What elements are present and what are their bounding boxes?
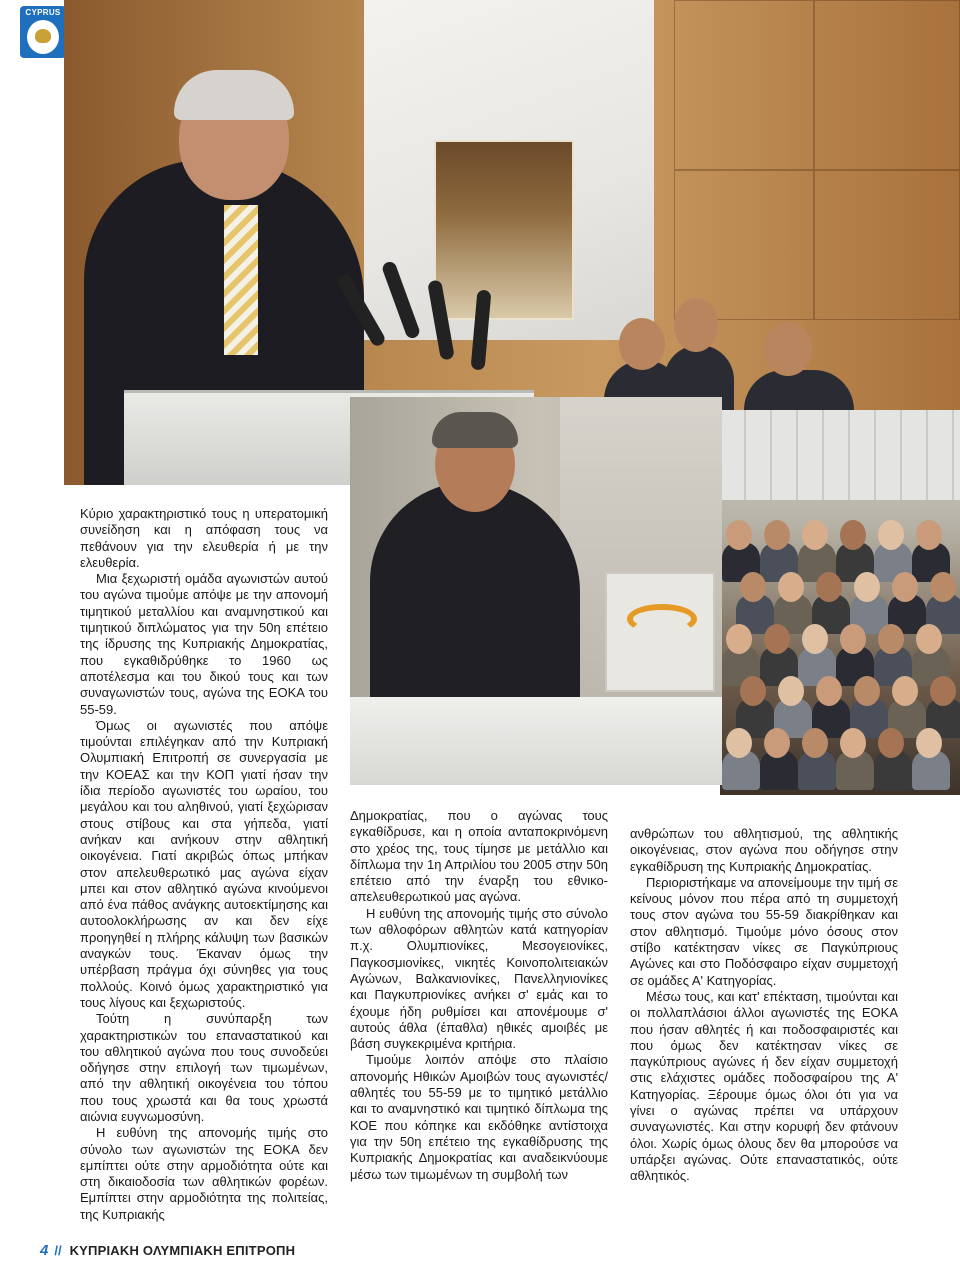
audience-head <box>916 728 942 758</box>
article-paragraph: ανθρώπων του αθλητισμού, της αθλητικής οικογένειας, στον αγώνα που οδήγησε στην εγκαθίδρυση της Κυπριακής Δημοκρατίας. <box>630 826 898 874</box>
article-paragraph: Τιμούμε λοιπόν απόψε στο πλαίσιο απονομής Ηθικών Αμοιβών τους αγωνιστές/αθλητές του 55-59 με το τιμητικό μετάλλιο και το αναμνηστικό και τιμητικό δίπλωμα της ΚΟΕ που κόπηκε και εκδόθηκε αντίστοιχα για την 50η επέτειο της εγκαθίδρυσης της Κυπριακής Δημοκρατίας και αναδεικνύουμε μέσω των τιμωμένων τη συμβολή των <box>350 1052 608 1182</box>
podium <box>350 697 722 785</box>
speaker-figure <box>370 482 580 722</box>
audience-head <box>854 572 880 602</box>
article-paragraph: Κύριο χαρακτηριστικό τους η υπερατομική συνείδηση και η απόφαση τους να πεθάνουν για την ελευθερία ή με την ελευθερία. <box>80 506 328 570</box>
article-paragraph: Περιοριστήκαμε να απονείμουμε την τιμή σε κείνους μόνον που πέρα από τη συμμετοχή τους στον αγώνα του 55-59 διακρίθηκαν και στον αθλητισμό. Τιμούμε μόνο όσους στον στίβο κατέκτησαν νίκες σε Παγκύπριους Αγώνες και στο Ποδόσφαιρο είχαν συμμετοχή σε ομάδες Α' Κατηγορίας. <box>630 874 898 988</box>
article-paragraph: Δημοκρατίας, που ο αγώνας τους εγκαθίδρυσε, και η οποία ανταποκρινόμενη στο χρέος της, τους τίμησε με μετάλλιο και δίπλωμα την 1η Απριλίου του 2005 στην 50η επέτειο από την έναρξη του εθνικο-απελευθερωτικού μας αγώνα. <box>350 808 608 905</box>
audience-head <box>802 624 828 654</box>
audience-head <box>778 676 804 706</box>
cyprus-olympic-logo <box>20 6 66 58</box>
podium-sign <box>605 572 715 692</box>
article-paragraph: Η ευθύνη της απονομής τιμής στο σύνολο των αθλοφόρων αθλητών κατά κατηγορίαν π.χ. Ολυμπιονίκες, Μεσογειονίκες, Παγκοσμιονίκες, νικητές Κοινοπολιτειακών Αγώνων, Βαλκανιονίκες, Πανελληνιονίκες και Παγκυπριονίκες ανήκει σ' εμάς και το έχουμε ήδη ρυθμίσει και απονέμουμε σ' αυτούς άθλα (έπαθλα) ηθικές αμοιβές με βάση συγκεκριμένα κριτήρια. <box>350 905 608 1052</box>
audience-photo <box>720 410 960 795</box>
wall-panel <box>814 170 960 320</box>
audience-head <box>764 728 790 758</box>
audience-head <box>740 572 766 602</box>
audience-head <box>878 520 904 550</box>
panelist-head <box>619 318 665 370</box>
audience-head <box>854 676 880 706</box>
panelist-head <box>674 298 718 352</box>
article-paragraph: Μια ξεχωριστή ομάδα αγωνιστών αυτού του αγώνα τιμούμε απόψε με την απονομή τιμητικού μεταλλίου και αναμνηστικού και τιμητικού διπλώματος για την 50η επέτειο της ίδρυσης της Κυπριακής Δημοκρατίας, που εγκαθιδρύθηκε το 1960 ως αποτέλεσμα και του δικού τους και των συναγωνιστών τους, αγώνα της ΕΟΚΑ του 55-59. <box>80 571 328 717</box>
audience-head <box>916 624 942 654</box>
logo-wordmark: CYPRUS <box>25 8 61 17</box>
audience-head <box>892 572 918 602</box>
audience-head <box>840 728 866 758</box>
audience-head <box>764 520 790 550</box>
audience-head <box>816 676 842 706</box>
audience-head <box>726 728 752 758</box>
article-column-middle <box>350 808 608 1183</box>
audience-head <box>778 572 804 602</box>
speaker-hair <box>174 70 294 120</box>
second-speaker-photo <box>350 397 722 785</box>
audience-head <box>892 676 918 706</box>
article-column-left <box>80 506 328 1223</box>
audience-head <box>726 520 752 550</box>
article-paragraph: Η ευθύνη της απονομής τιμής στο σύνολο των αγωνιστών της ΕΟΚΑ δεν εμπίπτει ούτε στην αρμοδιότητα ούτε και στη δικαιοδοσία των αθλητικών φορέων. Εμπίπτει στην αρμοδιότητα της πολιτείας, της Κυπριακής <box>80 1125 328 1222</box>
audience-head <box>726 624 752 654</box>
magazine-title: ΚΥΠΡΙΑΚΗ ΟΛΥΜΠΙΑΚΗ ΕΠΙΤΡΟΠΗ <box>69 1243 296 1258</box>
olympic-ring-icon <box>627 604 697 634</box>
speaker-hair <box>432 412 518 448</box>
wall-panel <box>814 0 960 170</box>
audience-head <box>840 520 866 550</box>
audience-head <box>916 520 942 550</box>
hall-wall <box>720 410 960 500</box>
speaker-tie <box>224 205 258 355</box>
footer-separator: // <box>54 1243 62 1258</box>
audience-head <box>930 676 956 706</box>
audience-head <box>802 520 828 550</box>
wall-panel <box>674 0 814 170</box>
article-paragraph: Όμως οι αγωνιστές που απόψε τιμούνται επιλέγηκαν από την Κυπριακή Ολυμπιακή Επιτροπή σε συνεργασία με την ΚΟΕΑΣ και την ΚΟΠ γιατί ήσαν την ίδια περίοδο αγωνιστές του ωραίου, του μεγάλου και του αληθινού, γιατί ξεχώρισαν στους στίβους και στα γήπεδα, γιατί ανήκαν και ανήκουν στην αθλητική οικογένεια. Γιατί ακριβώς όπως μπήκαν στον απελευθερωτικό μας αγώνα είχαν μπει και στον αθλητικό αγώνα κινούμενοι από ένα πάθος ανάγκης αυτοεκτίμησης και αυτοολοκλήρωσης αν και δεν είχε προηγηθεί η πλήρης κάλυψη των βασικών αναγκών τους. Έκαναν όμως την υπέρβαση πράγμα όχι σύνηθες για τους πολλούς. Κοινό όμως χαρακτηριστικό για τους λίγους και ξεχωριστούς. <box>80 717 328 1010</box>
microphone-cluster <box>344 250 544 410</box>
audience-head <box>802 728 828 758</box>
audience-head <box>740 676 766 706</box>
page-number: 4 <box>40 1242 49 1259</box>
audience-head <box>878 624 904 654</box>
audience-head <box>930 572 956 602</box>
audience-head <box>840 624 866 654</box>
audience-head <box>878 728 904 758</box>
article-paragraph: Μέσω τους, και κατ' επέκταση, τιμούνται και οι πολλαπλάσιοι άλλοι αγωνιστές της ΕΟΚΑ που ήσαν αθλητές ή και ποδοσφαιριστές και που όμως δεν κατέκτησαν νίκες σε παγκύπριους αγώνες ή δεν είχαν συμμετοχή στις ελάχιστες ομάδες ποδοσφαίρου της Α' Κατηγορίας. Ξέρουμε όμως όλοι ότι για να γίνει ο αγώνας πρέπει να υπάρχουν συναγωνιστές. Και στην κορυφή δεν φτάνουν όλοι. Χωρίς όμως όλους δεν θα μπορούσε να υπάρξει αγώνας. Ούτε επαναστατικός, ούτε αθλητικός. <box>630 988 898 1184</box>
olympic-committee-emblem-icon <box>27 20 59 54</box>
article-paragraph: Τούτη η συνύπαρξη των χαρακτηριστικών του επαναστατικού και του αθλητικού αγώνα που τους συνοδεύει οδήγησε στην επιλογή των τιμωμένων, από την αθλητική οικογένεια του τόπου που τους χρωστά και θα τους χρωστά αιώνια ευγνωμοσύνη. <box>80 1011 328 1124</box>
page-footer <box>40 1242 295 1260</box>
audience-head <box>816 572 842 602</box>
article-column-right <box>630 826 898 1185</box>
audience-head <box>764 624 790 654</box>
panelist-head <box>764 322 812 376</box>
